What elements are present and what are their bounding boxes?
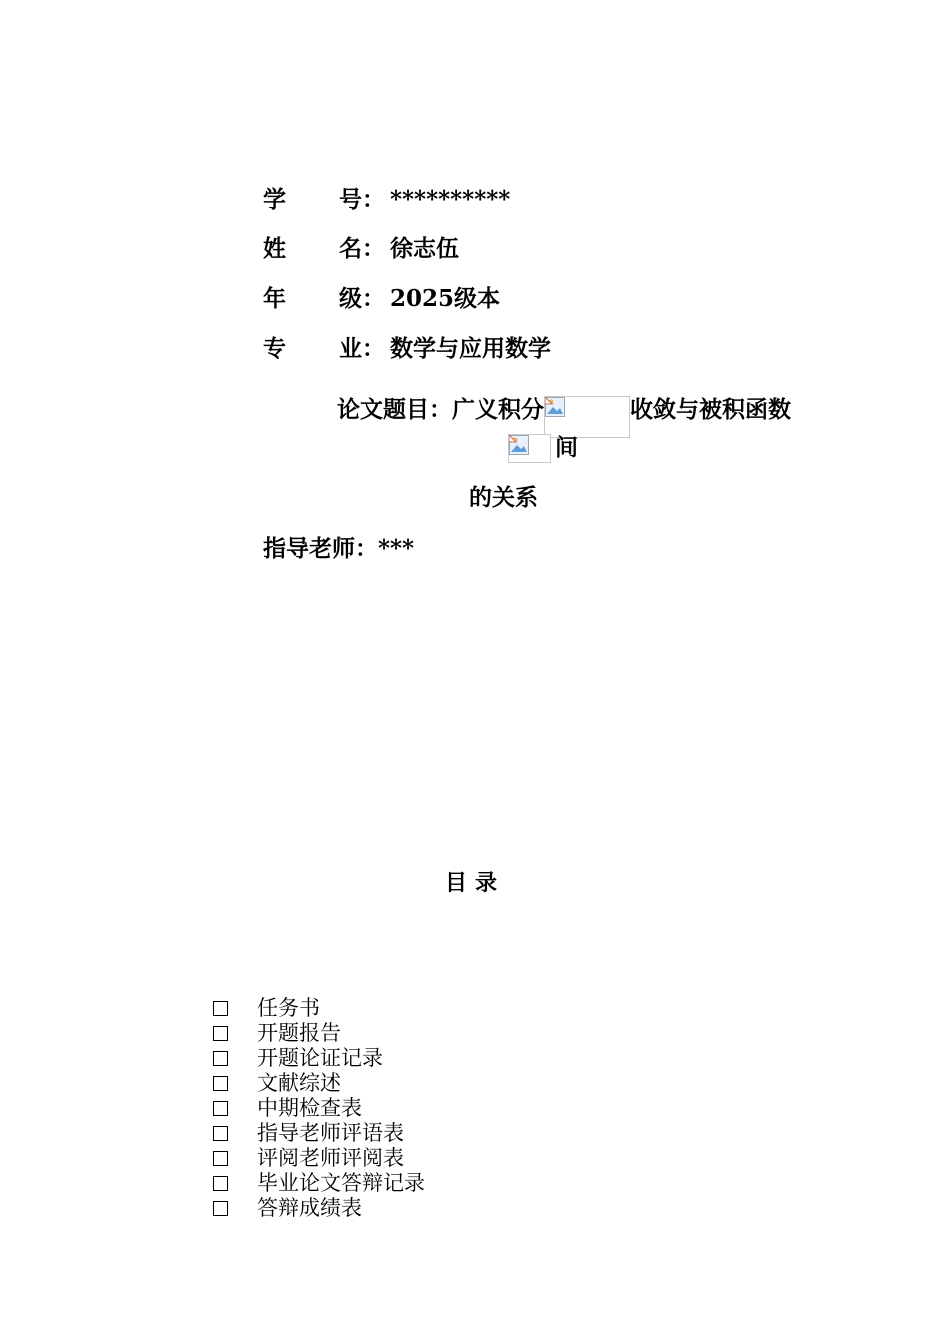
advisor-row: [263, 533, 414, 565]
student-id-value: **********: [390, 186, 511, 213]
thesis-title-part3: 间: [555, 434, 578, 461]
formula-image-broken-icon: [508, 434, 551, 463]
major-value: 数学与应用数学: [390, 335, 551, 362]
toc-item: [212, 1146, 425, 1171]
checkbox-icon[interactable]: [213, 1051, 228, 1066]
thesis-title-row-2: [508, 432, 578, 464]
toc-item-label: 答辩成绩表: [257, 1196, 362, 1220]
thesis-title-row-3: [469, 482, 538, 514]
toc-item: [212, 1046, 425, 1071]
name-label-b: 名：: [339, 236, 385, 262]
toc-item-label: 文献综述: [257, 1071, 341, 1095]
name-value: 徐志伍: [390, 235, 459, 262]
toc-item: [212, 1096, 425, 1121]
toc-item: [212, 1121, 425, 1146]
advisor-value: ***: [378, 535, 415, 562]
grade-label-b: 级：: [339, 286, 385, 312]
thesis-title-part2: 收敛与被积函数: [630, 396, 791, 423]
grade-label-a: 年: [263, 286, 286, 312]
checkbox-icon[interactable]: [213, 1026, 228, 1041]
checkbox-icon[interactable]: [213, 1176, 228, 1191]
toc-item-label: 评阅老师评阅表: [257, 1146, 404, 1170]
checkbox-icon[interactable]: [213, 1076, 228, 1091]
toc-item: [212, 1071, 425, 1096]
toc-item-label: 毕业论文答辩记录: [257, 1171, 425, 1195]
toc-list: [212, 996, 425, 1221]
checkbox-icon[interactable]: [213, 1151, 228, 1166]
advisor-label: 指导老师：: [263, 536, 378, 562]
checkbox-icon[interactable]: [213, 1101, 228, 1116]
thesis-title-row-1: [337, 382, 791, 438]
thesis-title-part1: 广义积分: [452, 396, 544, 423]
student-id-label-b: 号：: [339, 187, 385, 213]
toc-item-label: 中期检查表: [257, 1096, 362, 1120]
toc-item-label: 指导老师评语表: [257, 1121, 404, 1145]
toc-item-label: 开题论证记录: [257, 1046, 383, 1070]
toc-item: [212, 1021, 425, 1046]
checkbox-icon[interactable]: [213, 1001, 228, 1016]
grade-value: 2025级本: [390, 285, 501, 312]
checkbox-icon[interactable]: [213, 1201, 228, 1216]
toc-item: [212, 1171, 425, 1196]
toc-item: [212, 1196, 425, 1221]
toc-item-label: 任务书: [257, 996, 320, 1020]
toc-item-label: 开题报告: [257, 1021, 341, 1045]
toc-title: 目录: [444, 871, 505, 896]
thesis-title-label: 论文题目：: [337, 397, 452, 423]
major-label-a: 专: [263, 336, 286, 362]
checkbox-icon[interactable]: [213, 1126, 228, 1141]
toc-item: [212, 996, 425, 1021]
student-id-label-a: 学: [263, 187, 286, 213]
major-label-b: 业：: [339, 336, 385, 362]
name-label-a: 姓: [263, 236, 286, 262]
thesis-title-part4: 的关系: [469, 484, 538, 511]
